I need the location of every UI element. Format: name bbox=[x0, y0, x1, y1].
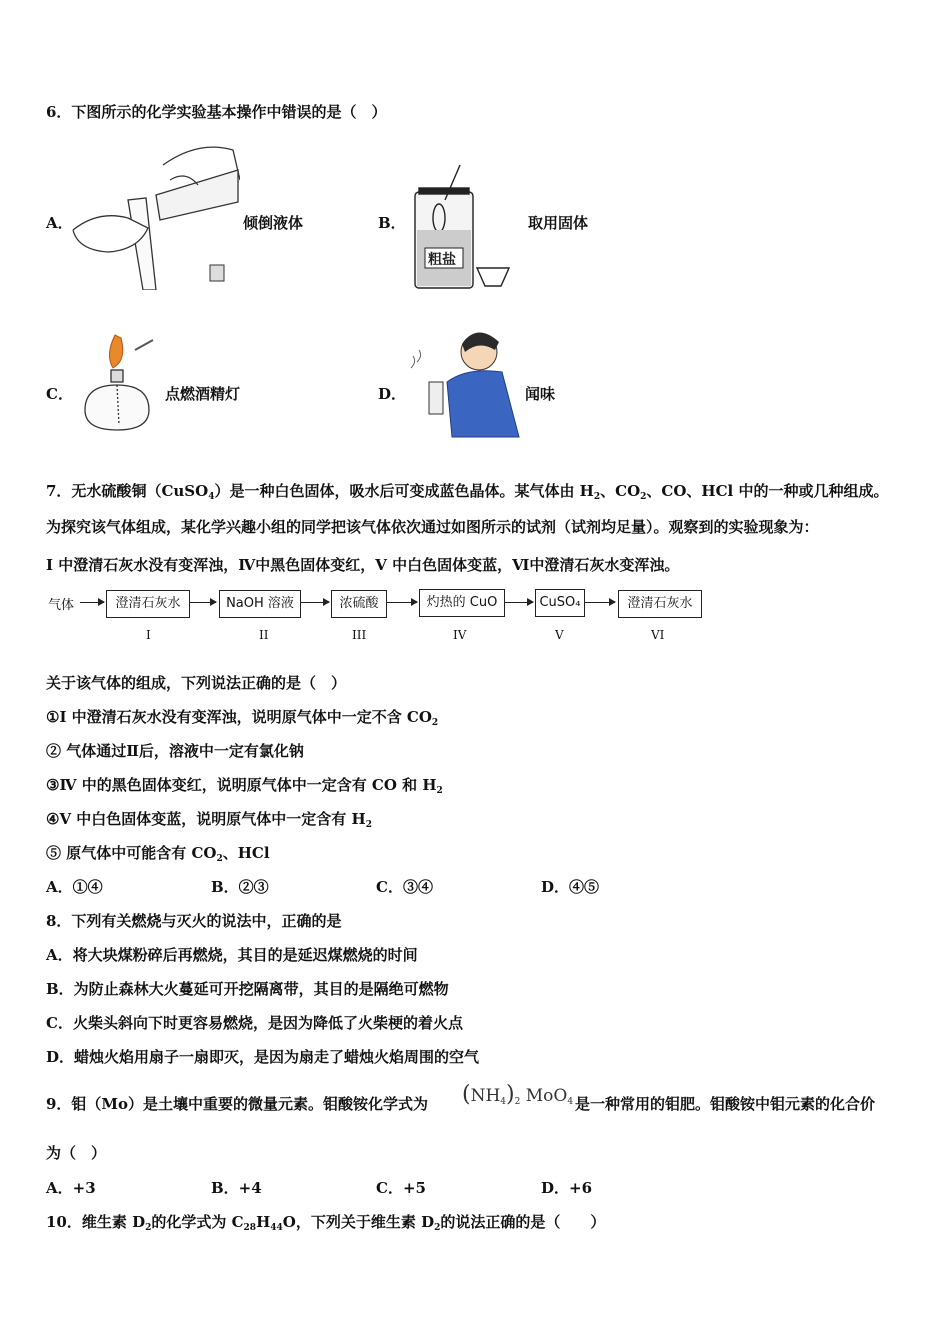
flow-label-6: VI bbox=[651, 628, 665, 642]
flow-arrow bbox=[80, 602, 104, 603]
q6-option-d-caption: 闻味 bbox=[525, 385, 556, 403]
q7-choice-a[interactable]: A．①④ bbox=[46, 878, 103, 896]
ammonium-molybdate-formula: $(NH_4)_2$ MoO$_4$ bbox=[462, 1082, 574, 1107]
flow-box-2: NaOH 溶液 bbox=[219, 590, 301, 618]
q7-stem-line2: 为探究该气体组成，某化学兴趣小组的同学把该气体依次通过如图所示的试剂（试剂均足量）。观察到的实验现象为： bbox=[46, 518, 819, 536]
flow-box-1: 澄清石灰水 bbox=[106, 590, 190, 618]
take-solid-illustration bbox=[405, 160, 525, 292]
pouring-liquid-illustration bbox=[68, 140, 240, 290]
jar-label: 粗盐 bbox=[428, 252, 456, 268]
flow-arrow bbox=[190, 602, 216, 603]
q9-choice-d[interactable]: D．+6 bbox=[541, 1179, 593, 1197]
q10-stem: 10．维生素 $D_2$的化学式为 $C_{28}H_{44}O$，下列关于维生素 $D_2$的说法正确的是（ ） bbox=[46, 1213, 606, 1233]
q9-choice-a[interactable]: A．+3 bbox=[46, 1179, 96, 1197]
q9-stem-part3: 为（ ） bbox=[46, 1144, 107, 1162]
flow-label-3: III bbox=[352, 628, 367, 642]
q8-option-a[interactable]: A．将大块煤粉碎后再燃烧，其目的是延迟煤燃烧的时间 bbox=[46, 946, 418, 964]
flow-label-1: I bbox=[146, 628, 151, 642]
q7-choice-c[interactable]: C．③④ bbox=[376, 878, 433, 896]
smell-gas-illustration bbox=[407, 322, 525, 440]
q7-choice-b[interactable]: B．②③ bbox=[211, 878, 269, 896]
q8-option-c[interactable]: C．火柴头斜向下时更容易燃烧，是因为降低了火柴梗的着火点 bbox=[46, 1014, 463, 1032]
flow-arrow bbox=[585, 602, 615, 603]
flow-box-3: 浓硫酸 bbox=[331, 590, 387, 618]
q6-stem: 6．下图所示的化学实验基本操作中错误的是（ ） bbox=[46, 103, 387, 121]
q6-option-a-caption: 倾倒液体 bbox=[243, 214, 304, 232]
alcohol-lamp-illustration bbox=[75, 330, 165, 438]
q7-statement-4: ④V 中白色固体变蓝，说明原气体中一定含有 $H_2$ bbox=[46, 810, 372, 830]
q6-option-d-letter: D． bbox=[378, 385, 407, 403]
q9-choice-c[interactable]: C．+5 bbox=[376, 1179, 426, 1197]
q7-question: 关于该气体的组成，下列说法正确的是（ ） bbox=[46, 674, 347, 692]
flow-box-4: 灼热的 CuO bbox=[419, 589, 505, 617]
q7-statement-1: ①I 中澄清石灰水没有变浑浊，说明原气体中一定不含 $CO_2$ bbox=[46, 708, 439, 728]
q6-option-c-letter: C． bbox=[46, 385, 73, 403]
q7-stem-line3: I 中澄清石灰水没有变浑浊，Ⅳ中黑色固体变红，V 中白色固体变蓝，Ⅵ中澄清石灰水变浑浊。 bbox=[46, 556, 680, 574]
q8-stem: 8．下列有关燃烧与灭火的说法中，正确的是 bbox=[46, 912, 342, 930]
flow-arrow bbox=[301, 602, 329, 603]
flow-arrow bbox=[505, 602, 533, 603]
q7-statement-3: ③Ⅳ 中的黑色固体变红，说明原气体中一定含有 CO 和 $H_2$ bbox=[46, 776, 443, 796]
flow-box-6: 澄清石灰水 bbox=[618, 590, 702, 618]
q7-statement-2: ② 气体通过Ⅱ后，溶液中一定有氯化钠 bbox=[46, 742, 304, 760]
flow-box-5: CuSO₄ bbox=[535, 589, 585, 617]
q7-statement-5: ⑤ 原气体中可能含有 $CO_2$、HCl bbox=[46, 844, 270, 864]
flow-label-4: IV bbox=[453, 628, 467, 642]
q9-stem-part2: 是一种常用的钼肥。钼酸铵中钼元素的化合价 bbox=[575, 1095, 876, 1113]
q7-stem-line1: 7．无水硫酸铜（CuSO$_4$）是一种白色固体，吸水后可变成蓝色晶体。某气体由 $H_2$、$CO_2$、CO、HCl 中的一种或几种组成。 bbox=[46, 482, 889, 502]
q6-option-b-caption: 取用固体 bbox=[528, 214, 589, 232]
flow-start: 气体 bbox=[48, 598, 75, 613]
q9-stem-part1: 9．钼（Mo）是土壤中重要的微量元素。钼酸铵化学式为 bbox=[46, 1095, 429, 1113]
q8-option-d[interactable]: D．蜡烛火焰用扇子一扇即灭，是因为扇走了蜡烛火焰周围的空气 bbox=[46, 1048, 480, 1066]
flow-label-5: V bbox=[555, 628, 564, 642]
q9-choice-b[interactable]: B．+4 bbox=[211, 1179, 262, 1197]
q6-option-c-caption: 点燃酒精灯 bbox=[165, 385, 241, 403]
q6-option-b-letter: B． bbox=[378, 214, 406, 232]
q8-option-b[interactable]: B．为防止森林大火蔓延可开挖隔离带，其目的是隔绝可燃物 bbox=[46, 980, 449, 998]
flow-arrow bbox=[387, 602, 417, 603]
flow-label-2: II bbox=[259, 628, 269, 642]
q7-choice-d[interactable]: D．④⑤ bbox=[541, 878, 600, 896]
q6-option-a-letter: A． bbox=[46, 214, 73, 232]
